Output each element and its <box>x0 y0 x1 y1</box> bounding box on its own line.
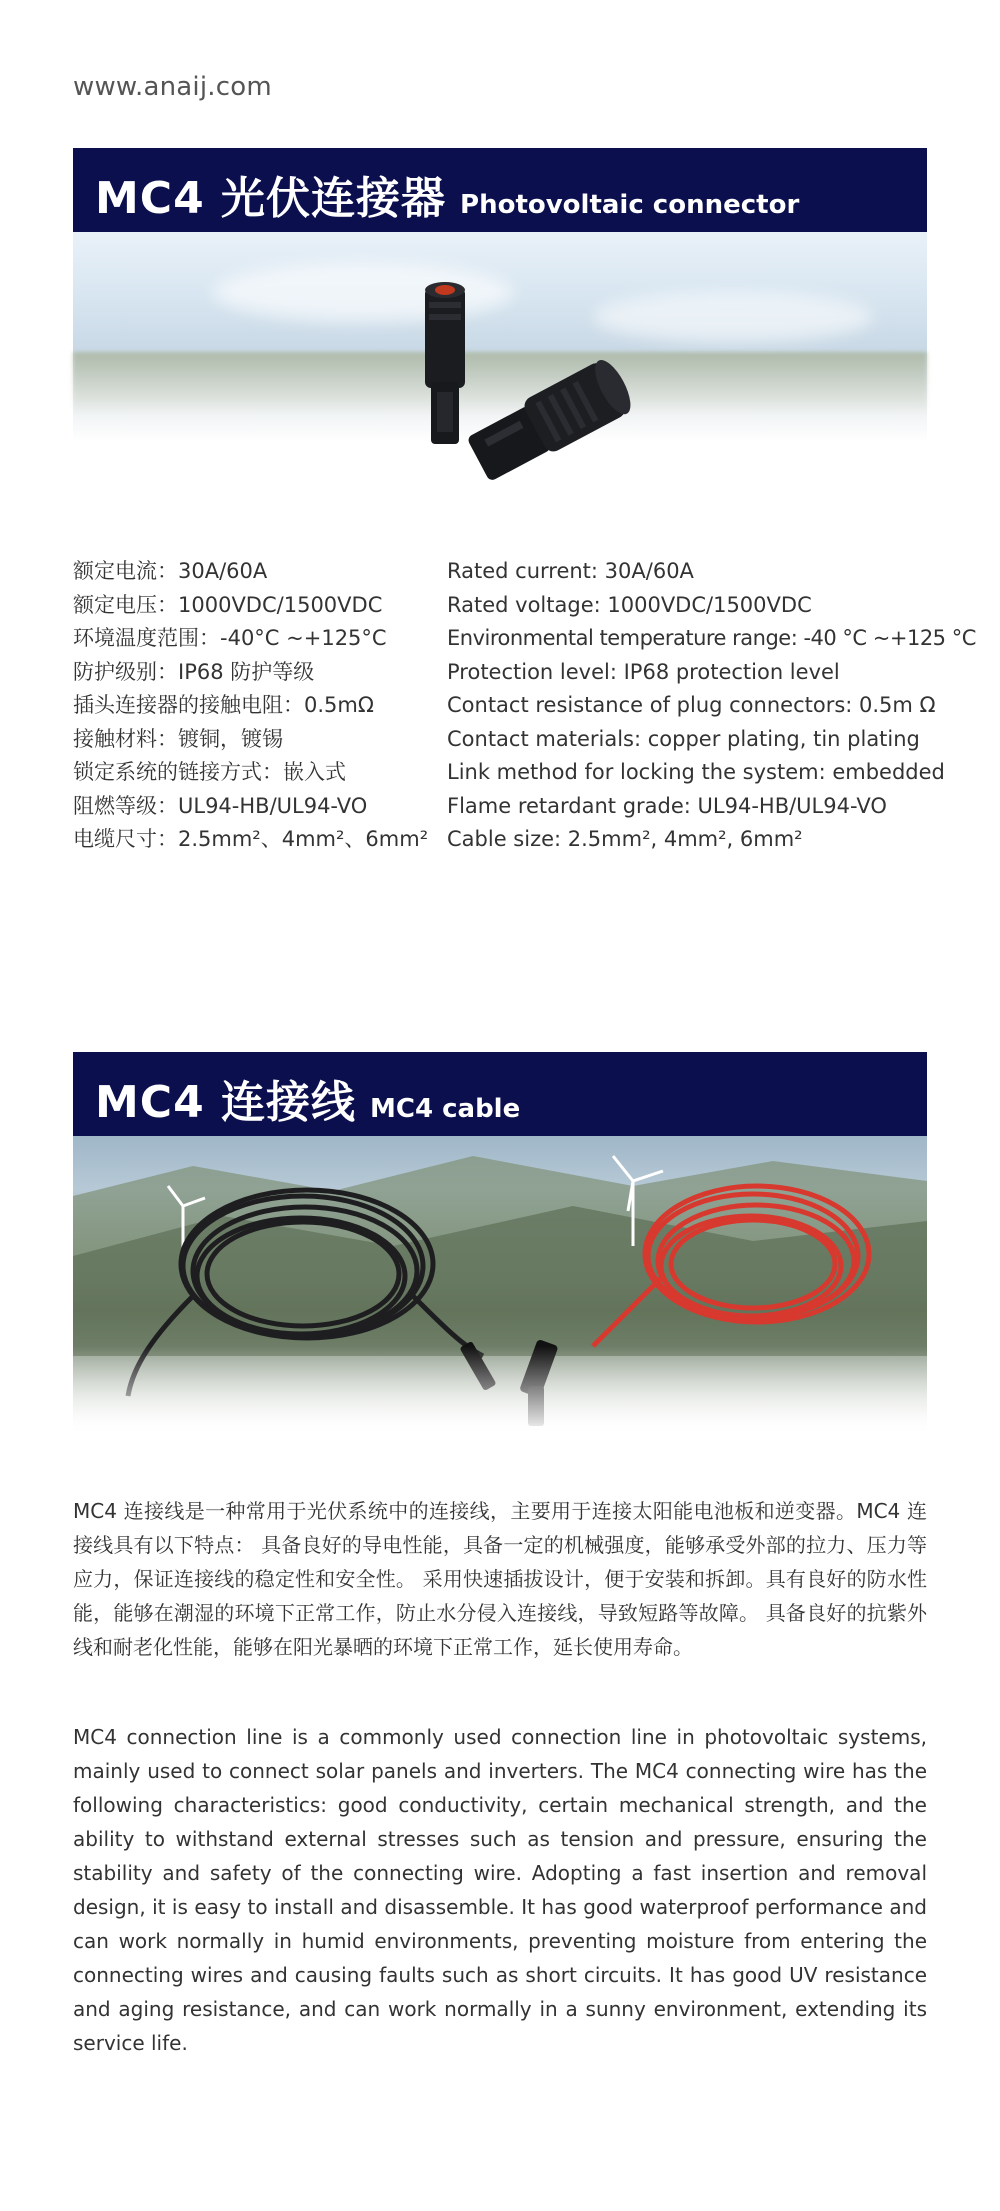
connector-header-bar <box>73 148 927 232</box>
specs-zh-column <box>73 555 443 857</box>
spec-zh-item: 锁定系统的链接方式：嵌入式 <box>73 760 346 784</box>
spec-zh-item: 插头连接器的接触电阻：0.5mΩ <box>73 693 374 717</box>
spec-en-item: Rated voltage: 1000VDC/1500VDC <box>447 592 812 617</box>
spec-zh-item: 额定电流：30A/60A <box>73 559 268 583</box>
spec-zh-item: 环境温度范围：-40°C ~+125°C <box>73 626 387 650</box>
spec-en-item: Link method for locking the system: embedded <box>447 760 945 784</box>
spec-en-item: Environmental temperature range: -40 °C ~+125 °C <box>447 626 976 650</box>
spec-en-item: Cable size: 2.5mm², 4mm², 6mm² <box>447 827 803 851</box>
connector-banner-image <box>73 232 927 442</box>
cable-title-en: MC4 cable <box>370 1094 521 1124</box>
connector-section <box>73 148 927 442</box>
cable-title-zh: MC4 连接线 <box>95 1077 357 1128</box>
cable-section <box>73 1052 927 1436</box>
spec-en-item: Contact materials: copper plating, tin plating <box>447 726 920 751</box>
spec-en-item: Rated current: 30A/60A <box>447 559 694 583</box>
cable-banner-image <box>73 1136 927 1436</box>
spec-zh-item: 防护级别：IP68 防护等级 <box>73 659 315 684</box>
spec-zh-item: 阻燃等级：UL94-HB/UL94-VO <box>73 793 368 818</box>
spec-en-item: Flame retardant grade: UL94-HB/UL94-VO <box>447 793 887 818</box>
spec-zh-item: 电缆尺寸：2.5mm²、4mm²、6mm² <box>73 827 429 851</box>
mc4-connector-image <box>73 232 927 522</box>
site-url: www.anaij.com <box>73 72 272 102</box>
spec-zh-item: 额定电压：1000VDC/1500VDC <box>73 592 383 617</box>
connector-title-zh: MC4 光伏连接器 <box>95 173 447 224</box>
spec-en-item: Protection level: IP68 protection level <box>447 659 840 684</box>
spec-en-item: Contact resistance of plug connectors: 0.5m Ω <box>447 693 936 717</box>
specs-en-column <box>447 555 976 857</box>
cable-description-zh: MC4 连接线是一种常用于光伏系统中的连接线，主要用于连接太阳能电池板和逆变器。MC4 连接线具有以下特点： 具备良好的导电性能，具备一定的机械强度，能够承受外部的拉力、压力等应力，保证连接线的稳定性和安全性。 采用快速插拔设计，便于安装和拆卸。具有良好的防水性能，能够在潮湿的环境下正常工作，防止水分侵入连接线，导致短路等故障。 具备良好的抗紫外线和耐老化性能，能够在阳光暴晒的环境下正常工作，延长使用寿命。 <box>73 1499 927 1659</box>
cable-description-en: MC4 connection line is a commonly used connection line in photovoltaic systems, mainly used to connect solar panels and inverters. The MC4 connecting wire has the following characteristics: good conductivity, certain mechanical strength, and the ability to withstand external stresses such as tension and pressure, ensuring the stability and safety of the connecting wire. Adopting a fast insertion and removal design, it is easy to install and disassemble. It has good waterproof performance and can work normally in humid environments, preventing moisture from entering the connecting wires and causing faults such as short circuits. It has good UV resistance and aging resistance, and can work normally in a sunny environment, extending its service life. <box>73 1725 927 2055</box>
cable-header-bar <box>73 1052 927 1136</box>
spec-zh-item: 接触材料：镀铜，镀锡 <box>73 726 283 751</box>
connector-title-en: Photovoltaic connector <box>460 190 800 220</box>
